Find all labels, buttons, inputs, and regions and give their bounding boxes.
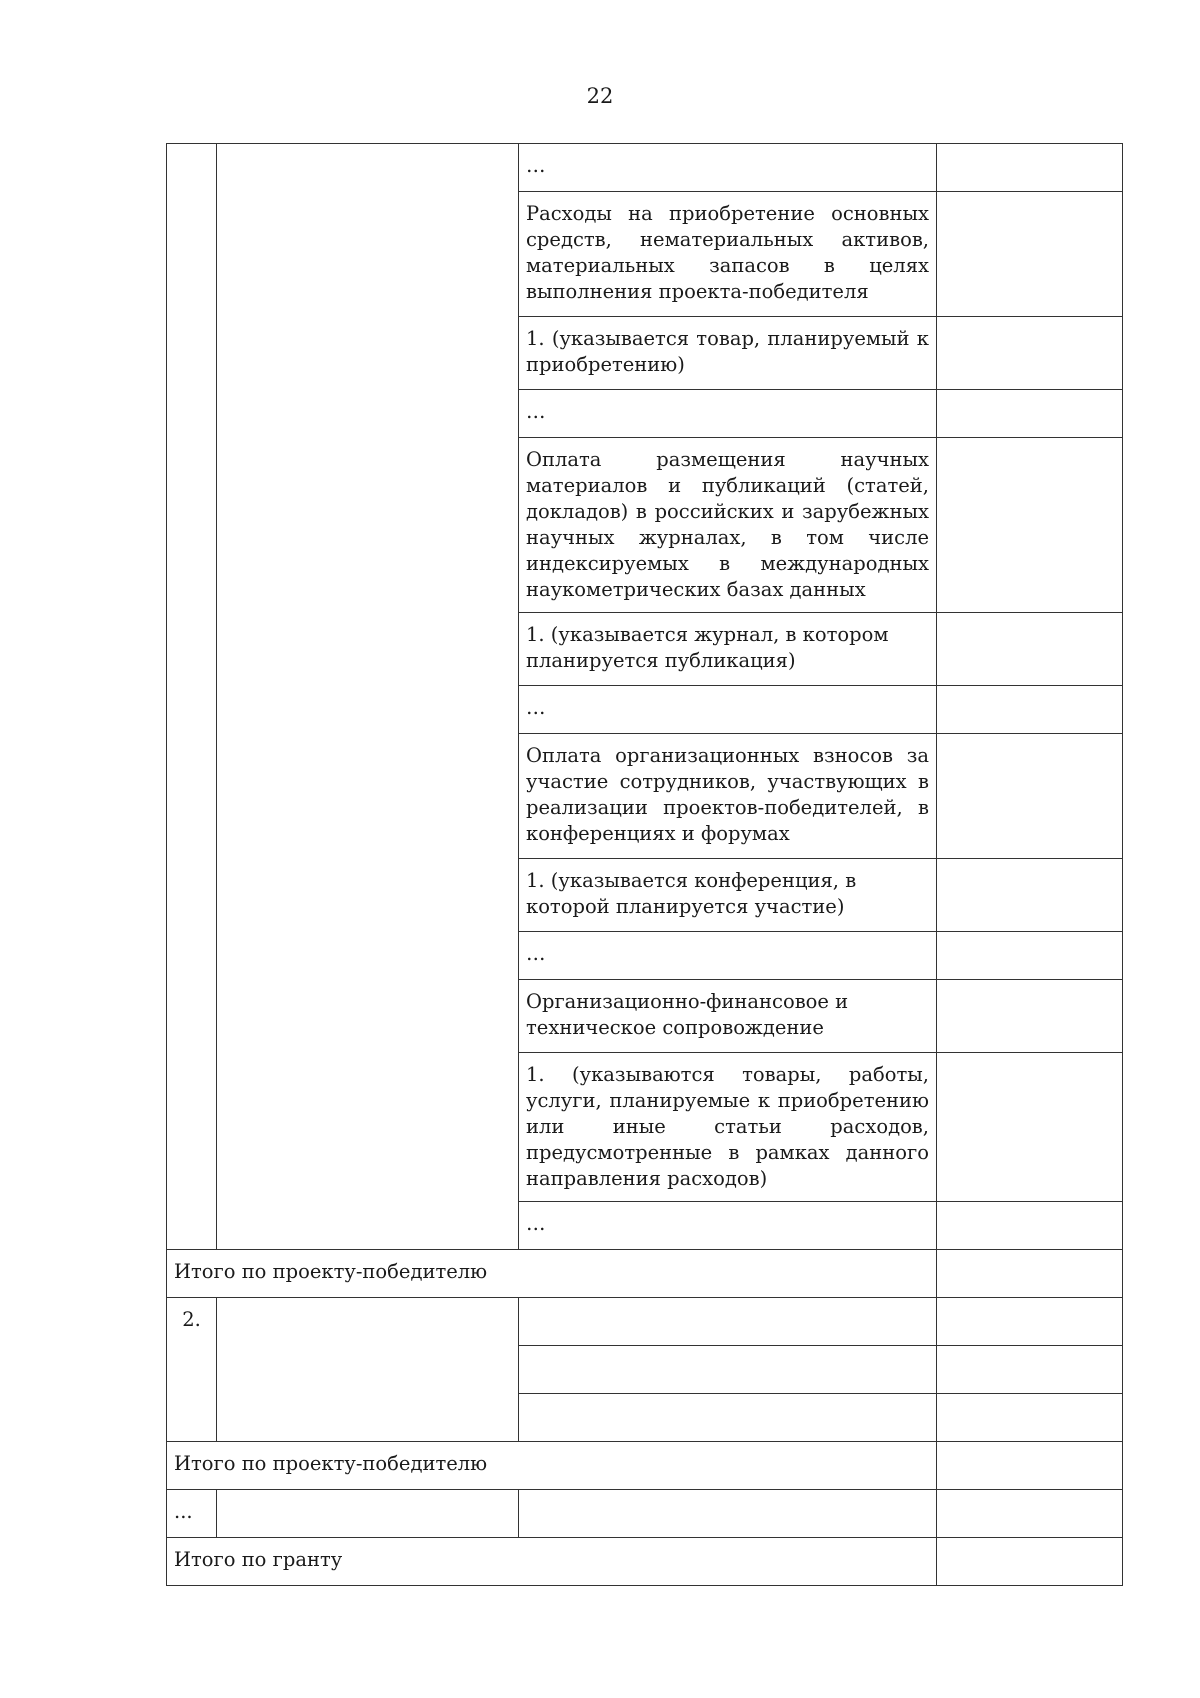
expense-item-cell: … [519, 390, 937, 438]
page-number: 22 [586, 84, 614, 108]
amount-cell [937, 317, 1123, 390]
expense-category-cell: Оплата организационных взносов за участие сотрудников, участвующих в реализации проектов-победителей, в конференциях и форумах [519, 734, 937, 859]
expense-item-cell: … [519, 686, 937, 734]
amount-cell [937, 192, 1123, 317]
grand-total-row [167, 1538, 1123, 1586]
expense-item-cell: 1. (указываются товары, работы, услуги, планируемые к приобретению или иные статьи расходов, предусмотренные в рамках данного направления расходов) [519, 1053, 937, 1202]
amount-cell [937, 1053, 1123, 1202]
project-total-label: Итого по проекту-победителю [167, 1442, 937, 1490]
expense-item-cell [519, 1346, 937, 1394]
project-name-cell [217, 1298, 519, 1442]
amount-cell [937, 438, 1123, 613]
expense-item-cell: 1. (указывается журнал, в котором планируется публикация) [519, 613, 937, 686]
expense-item-cell [519, 1490, 937, 1538]
amount-cell [937, 390, 1123, 438]
amount-cell [937, 859, 1123, 932]
amount-cell [937, 144, 1123, 192]
amount-cell [937, 1538, 1123, 1586]
project-name-cell [217, 144, 519, 1250]
amount-cell [937, 1490, 1123, 1538]
expense-item-cell: … [519, 1202, 937, 1250]
amount-cell [937, 1298, 1123, 1346]
amount-cell [937, 1394, 1123, 1442]
amount-cell [937, 1346, 1123, 1394]
project-total-label: Итого по проекту-победителю [167, 1250, 937, 1298]
expense-item-cell: … [519, 932, 937, 980]
expense-category-cell: Расходы на приобретение основных средств, нематериальных активов, материальных запасов в целях выполнения проекта-победителя [519, 192, 937, 317]
number-cell [167, 144, 217, 1250]
table-row [167, 1298, 1123, 1346]
amount-cell [937, 1442, 1123, 1490]
expense-category-cell: Организационно-финансовое и техническое сопровождение [519, 980, 937, 1053]
budget-table [166, 143, 1123, 1586]
amount-cell [937, 1250, 1123, 1298]
project-total-row [167, 1250, 1123, 1298]
expense-item-cell [519, 1298, 937, 1346]
number-cell: ... [167, 1490, 217, 1538]
expense-item-cell: 1. (указывается товар, планируемый к приобретению) [519, 317, 937, 390]
table-row [167, 1490, 1123, 1538]
amount-cell [937, 932, 1123, 980]
amount-cell [937, 734, 1123, 859]
expense-item-cell: … [519, 144, 937, 192]
amount-cell [937, 980, 1123, 1053]
expense-category-cell: Оплата размещения научных материалов и публикаций (статей, докладов) в российских и зарубежных научных журналах, в том числе индексируемых в международных наукометрических базах данных [519, 438, 937, 613]
number-cell: 2. [167, 1298, 217, 1442]
expense-item-cell [519, 1394, 937, 1442]
table-row [167, 144, 1123, 192]
expense-item-cell: 1. (указывается конференция, в которой планируется участие) [519, 859, 937, 932]
project-total-row [167, 1442, 1123, 1490]
amount-cell [937, 1202, 1123, 1250]
amount-cell [937, 613, 1123, 686]
project-name-cell [217, 1490, 519, 1538]
grand-total-label: Итого по гранту [167, 1538, 937, 1586]
amount-cell [937, 686, 1123, 734]
